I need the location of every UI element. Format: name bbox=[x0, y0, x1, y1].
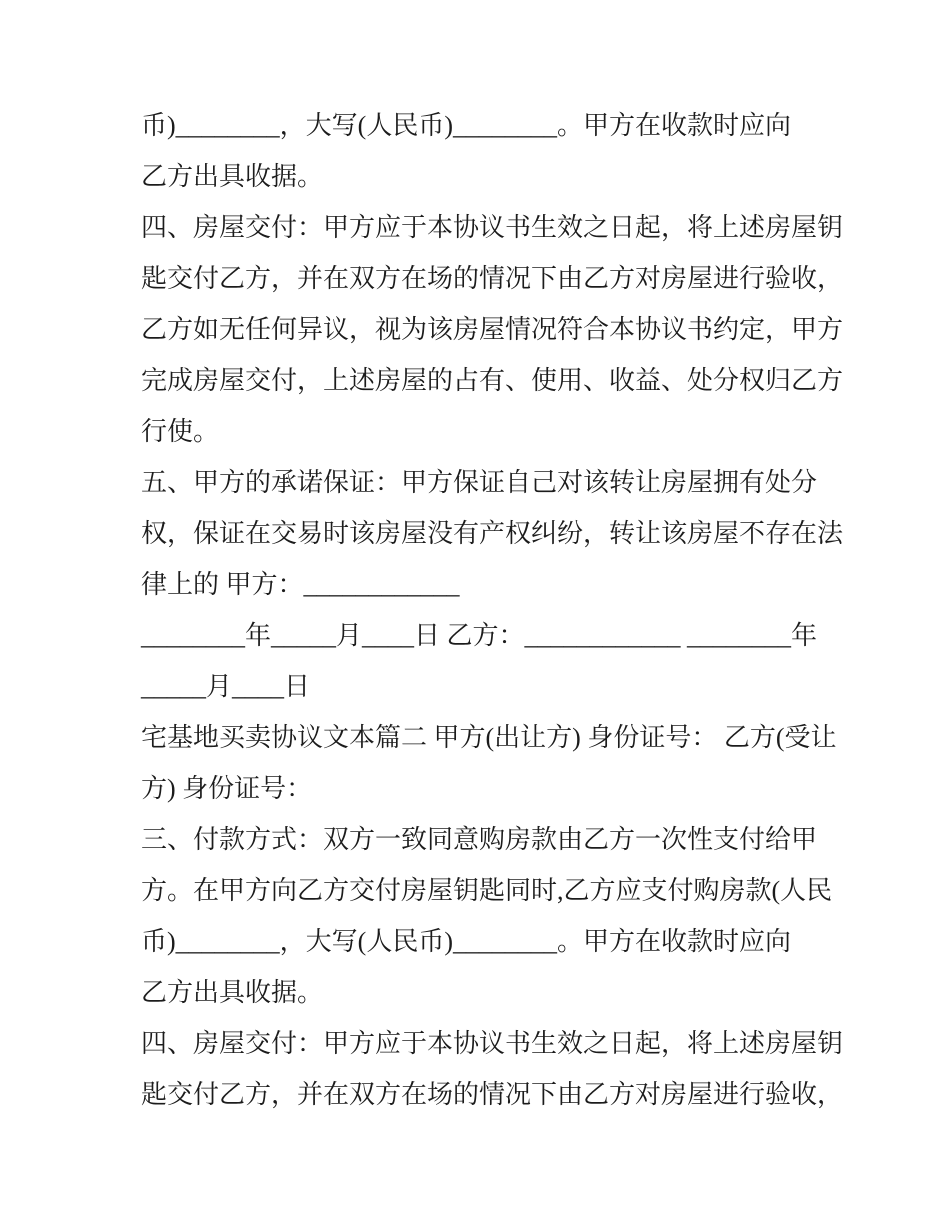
document-line: 币)________，大写(人民币)________。甲方在收款时应向 bbox=[141, 111, 791, 140]
document-line: 乙方如无任何异议，视为该房屋情况符合本协议书约定，甲方 bbox=[141, 315, 844, 344]
document-line: 行使。 bbox=[141, 417, 220, 446]
document-line: 权，保证在交易时该房屋没有产权纠纷，转让该房屋不存在法 bbox=[141, 519, 844, 548]
document-line: 五、甲方的承诺保证：甲方保证自己对该转让房屋拥有处分 bbox=[141, 468, 818, 497]
document-line: 匙交付乙方，并在双方在场的情况下由乙方对房屋进行验收， bbox=[141, 264, 844, 293]
document-line: 乙方出具收据。 bbox=[141, 162, 324, 191]
document-line-section-title: 宅基地买卖协议文本篇二 甲方(出让方) 身份证号： 乙方(受让 bbox=[141, 723, 837, 752]
document-line: 三、付款方式：双方一致同意购房款由乙方一次性支付给甲 bbox=[141, 825, 818, 854]
document-line-signature-date: _____月____日 bbox=[141, 672, 311, 701]
document-line: 方。在甲方向乙方交付房屋钥匙同时,乙方应支付购房款(人民 bbox=[141, 876, 833, 905]
document-line: 匙交付乙方，并在双方在场的情况下由乙方对房屋进行验收， bbox=[141, 1080, 844, 1109]
document-line: 四、房屋交付：甲方应于本协议书生效之日起，将上述房屋钥 bbox=[141, 213, 844, 242]
document-line-signature-party-a: 律上的 甲方：____________ bbox=[141, 570, 460, 599]
document-line: 乙方出具收据。 bbox=[141, 978, 324, 1007]
document-body bbox=[141, 100, 845, 1120]
document-line-signature-date: ________年_____月____日 乙方：____________ ________年 bbox=[141, 621, 818, 650]
document-line: 四、房屋交付：甲方应于本协议书生效之日起，将上述房屋钥 bbox=[141, 1029, 844, 1058]
document-line: 方) 身份证号： bbox=[141, 774, 313, 803]
document-line: 完成房屋交付，上述房屋的占有、使用、收益、处分权归乙方 bbox=[141, 366, 844, 395]
document-line: 币)________，大写(人民币)________。甲方在收款时应向 bbox=[141, 927, 791, 956]
